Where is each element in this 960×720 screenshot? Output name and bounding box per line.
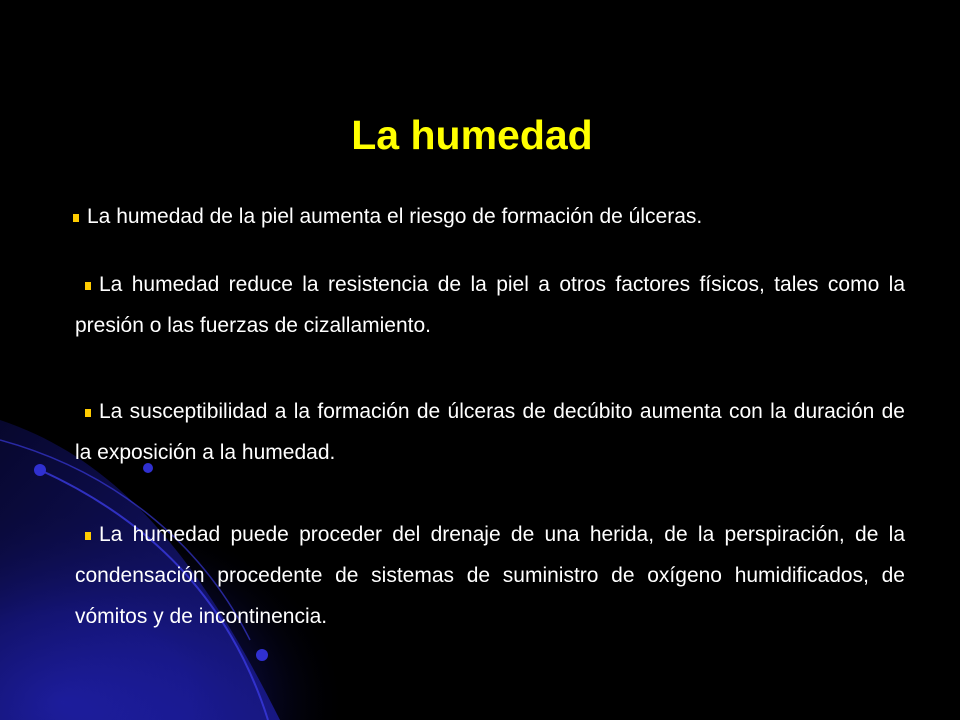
bullet-item bbox=[73, 196, 903, 237]
bullet-icon bbox=[85, 532, 91, 540]
bullet-item bbox=[75, 391, 905, 473]
bullet-item bbox=[75, 264, 905, 346]
bullet-icon bbox=[85, 282, 91, 290]
bullet-text: La humedad de la piel aumenta el riesgo de formación de úlceras. bbox=[87, 205, 703, 228]
bullet-text: La humedad puede proceder del drenaje de una herida, de la perspiración, de la condensación procedente de sistemas de suministro de oxígeno humidificados, de vómitos y de incontinencia. bbox=[75, 523, 905, 628]
bullet-text: La humedad reduce la resistencia de la piel a otros factores físicos, tales como la presión o las fuerzas de cizallamiento. bbox=[75, 273, 905, 337]
slide-title: La humedad bbox=[351, 112, 593, 158]
bullet-icon bbox=[73, 214, 79, 222]
dot-decoration bbox=[256, 649, 268, 661]
bullet-text: La susceptibilidad a la formación de úlceras de decúbito aumenta con la duración de la exposición a la humedad. bbox=[75, 400, 905, 464]
dot-decoration bbox=[34, 464, 46, 476]
bullet-item bbox=[75, 514, 905, 637]
bullet-icon bbox=[85, 409, 91, 417]
